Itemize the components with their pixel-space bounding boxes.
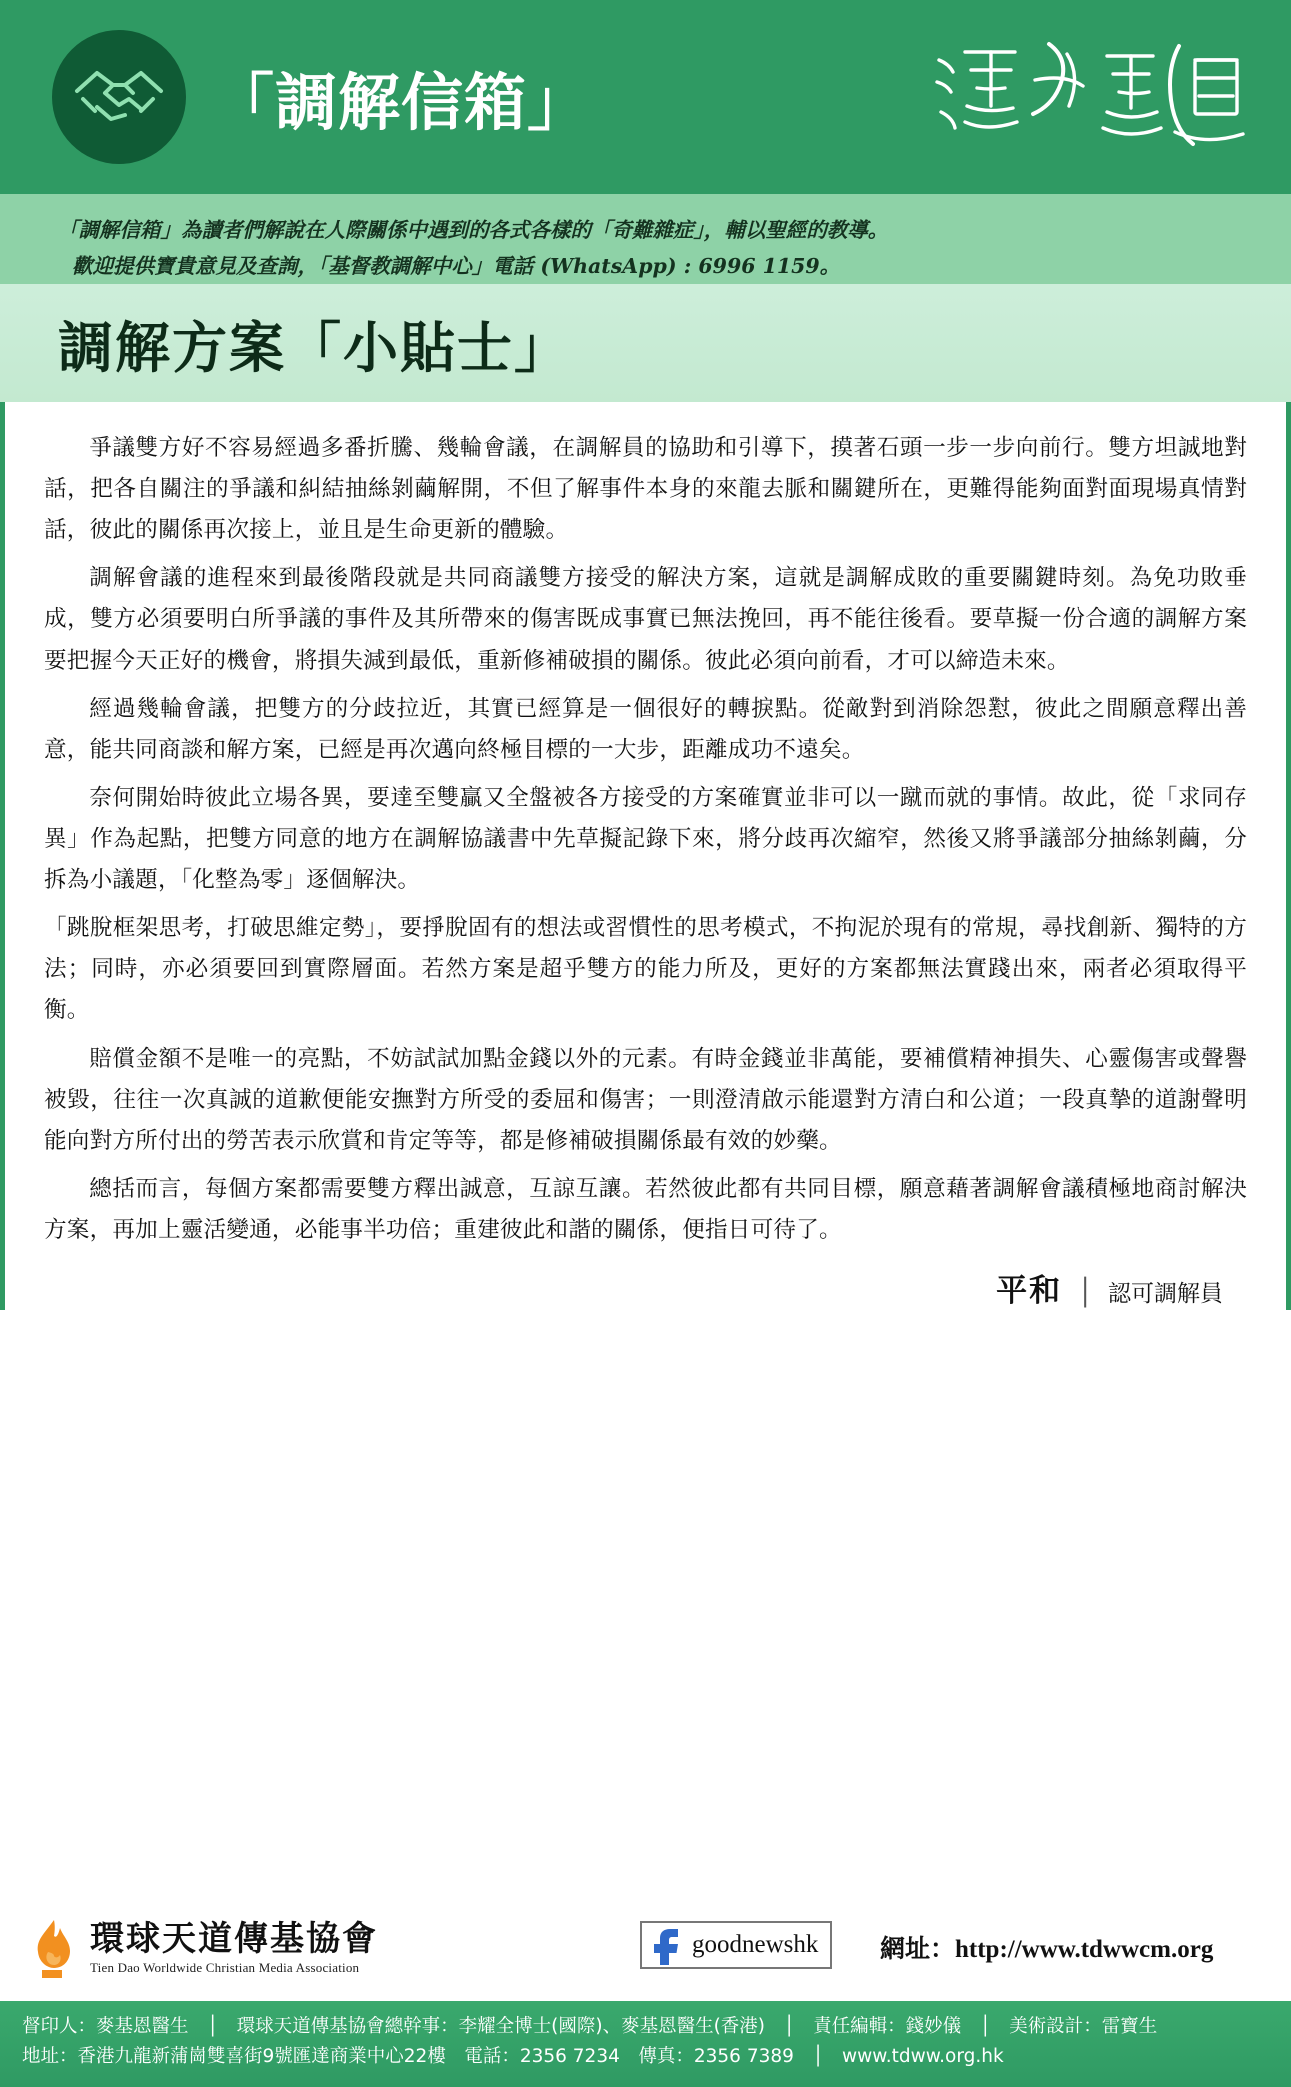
organization-name-en: Tien Dao Worldwide Christian Media Association [90,1960,360,1976]
facebook-icon [642,1923,688,1967]
paragraph: 「跳脫框架思考，打破思維定勢」，要掙脫固有的想法或習慣性的思考模式，不拘泥於現有的常規，尋找創新、獨特的方法；同時，亦必須要回到實際層面。若然方案是超乎雙方的能力所及，更好的方案都無法實踐出來，兩者必須取得平衡。 [44,915,1247,1024]
paragraph: 爭議雙方好不容易經過多番折騰、幾輪會議，在調解員的協助和引導下，摸著石頭一步一步向前行。雙方坦誠地對話，把各自關注的爭議和糾結抽絲剝繭解開，不但了解事件本身的來龍去脈和關鍵所在，更難得能夠面對面現場真情對話，彼此的關係再次接上，並且是生命更新的體驗。 [44,435,1247,544]
page-title: 「調解信箱」 [212,65,591,139]
signature-divider: │ [1077,1278,1093,1309]
intro-line-1: 「調解信箱」為讀者們解說在人際關係中遇到的各式各樣的「奇難雜症」，輔以聖經的教導。 [58,218,889,242]
organization-block [30,1918,378,1980]
website-label[interactable]: 網址：http://www.tdwwcm.org [880,1936,1214,1963]
facebook-name: goodnewshk [692,1931,819,1958]
paragraph: 奈何開始時彼此立場各異，要達至雙贏又全盤被各方接受的方案確實並非可以一蹴而就的事情。故此，從「求同存異」作為起點，把雙方同意的地方在調解協議書中先草擬記錄下來，將分歧再次縮窄，然後又將爭議部分抽絲剝繭，分拆為小議題，「化整為零」逐個解決。 [44,784,1247,894]
address-line: 地址：香港九龍新蒲崗雙喜街9號匯達商業中心22樓 電話：2356 7234 傳真：2356 7389 │ www.tdww.org.hk [22,2045,1004,2067]
left-rule [0,402,5,1310]
page-header [0,0,1291,194]
footer-top [0,1897,1291,2001]
brush-logo-icon [931,26,1251,156]
credits-line: 督印人：麥基恩醫生 │ 環球天道傳基協會總幹事：李耀全博士(國際)、麥基恩醫生(香港) │ 責任編輯：錢妙儀 │ 美術設計：雷寶生 [22,2016,1158,2037]
article-signature [44,1265,1223,1310]
article-title: 調解方案「小貼士」 [58,315,572,380]
handshake-icon [52,30,186,164]
organization-text [90,1918,378,1977]
paragraph: 調解會議的進程來到最後階段就是共同商議雙方接受的解決方案，這就是調解成敗的重要關鍵時刻。為免功敗垂成，雙方必須要明白所爭議的事件及其所帶來的傷害既成事實已無法挽回，再不能往後看。要草擬一份合適的調解方案要把握今天正好的機會，將損失減到最低，重新修補破損的關係。彼此必須向前看，才可以締造未來。 [44,565,1247,674]
facebook-link[interactable] [640,1921,832,1969]
paragraph: 經過幾輪會議，把雙方的分歧拉近，其實已經算是一個很好的轉捩點。從敵對到消除怨懟，彼此之間願意釋出善意，能共同商談和解方案，已經是再次邁向終極目標的一大步，距離成功不遠矣。 [44,695,1247,763]
footer-credits [0,2001,1291,2087]
right-rule [1286,402,1291,1310]
author-role: 認可調解員 [1108,1281,1223,1308]
page-footer [0,1897,1291,2087]
intro-line-2: 歡迎提供寶貴意見及查詢，「基督教調解中心」電話 (WhatsApp) : 6996 1159。 [72,253,841,278]
paragraph: 總括而言，每個方案都需要雙方釋出誠意，互諒互讓。若然彼此都有共同目標，願意藉著調解會議積極地商討解決方案，再加上靈活變通，必能事半功倍；重建彼此和諧的關係，便指日可待了。 [44,1175,1247,1243]
flame-icon [30,1918,76,1980]
intro-band [0,194,1291,284]
organization-name-cn: 環球天道傳基協會 [90,1918,378,1959]
article-body [0,402,1291,1310]
author-name: 平和 [996,1273,1063,1310]
article-title-band [0,284,1291,402]
paragraph: 賠償金額不是唯一的亮點，不妨試試加點金錢以外的元素。有時金錢並非萬能，要補償精神損失、心靈傷害或聲譽被毀，往往一次真誠的道歉便能安撫對方所受的委屈和傷害；一則澄清啟示能還對方清白和公道；一段真摯的道謝聲明能向對方所付出的勞苦表示欣賞和肯定等等，都是修補破損關係最有效的妙藥。 [44,1045,1247,1154]
